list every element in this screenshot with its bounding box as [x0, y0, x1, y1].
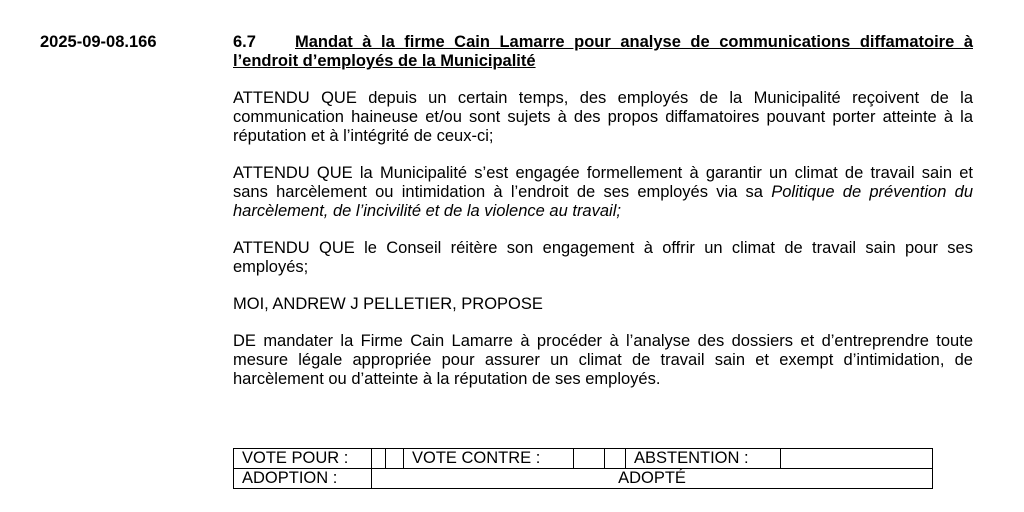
- vote-pour-cell-1: [372, 449, 386, 469]
- vote-table: [233, 448, 933, 489]
- policy-title: Politique de prévention du harcèlement, de l’incivilité et de la violence au travail;: [233, 183, 974, 220]
- heading-title: Mandat à la firme Cain Lamarre pour analyse de communications diffamatoire à l’endroit d’employés de la Municipalité: [233, 33, 973, 70]
- heading-number: 6.7: [233, 33, 256, 51]
- abstention-label: ABSTENTION :: [626, 449, 781, 469]
- whereas-paragraph-1: ATTENDU QUE depuis un certain temps, des employés de la Municipalité reçoivent de la communication haineuse et/ou sont sujets à des propos diffamatoires pouvant porter atteinte à la réputation et à l’intégrité de ceux-ci;: [233, 89, 973, 145]
- adoption-label: ADOPTION :: [234, 469, 372, 489]
- vote-pour-cell-2: [386, 449, 404, 469]
- adoption-row: [234, 469, 933, 489]
- resolution-content: [233, 33, 973, 407]
- vote-row: [234, 449, 933, 469]
- resolution-number: 2025-09-08.166: [40, 33, 157, 51]
- vote-contre-cell-1: [574, 449, 605, 469]
- vote-pour-label: VOTE POUR :: [234, 449, 372, 469]
- resolution-heading: [233, 33, 973, 71]
- abstention-cell: [781, 449, 933, 469]
- adoption-value: ADOPTÉ: [372, 469, 933, 489]
- vote-contre-cell-2: [605, 449, 626, 469]
- vote-contre-label: VOTE CONTRE :: [404, 449, 574, 469]
- whereas-paragraph-2: [233, 164, 973, 221]
- resolution-paragraph: DE mandater la Firme Cain Lamarre à procéder à l’analyse des dossiers et d’entreprendre toute mesure légale appropriée pour assurer un climat de travail sain et exempt d’intimidation, de harcèlement ou d’atteinte à la réputation de ses employés.: [233, 332, 973, 388]
- whereas-paragraph-2-text: ATTENDU QUE la Municipalité s’est engagée formellement à garantir un climat de travail sain et sans harcèlement ou intimidation à l’endroit de ses employés via sa: [233, 164, 973, 201]
- proposer-line: MOI, ANDREW J PELLETIER, PROPOSE: [233, 295, 543, 313]
- whereas-paragraph-3: ATTENDU QUE le Conseil réitère son engagement à offrir un climat de travail sain pour ses employés;: [233, 239, 973, 276]
